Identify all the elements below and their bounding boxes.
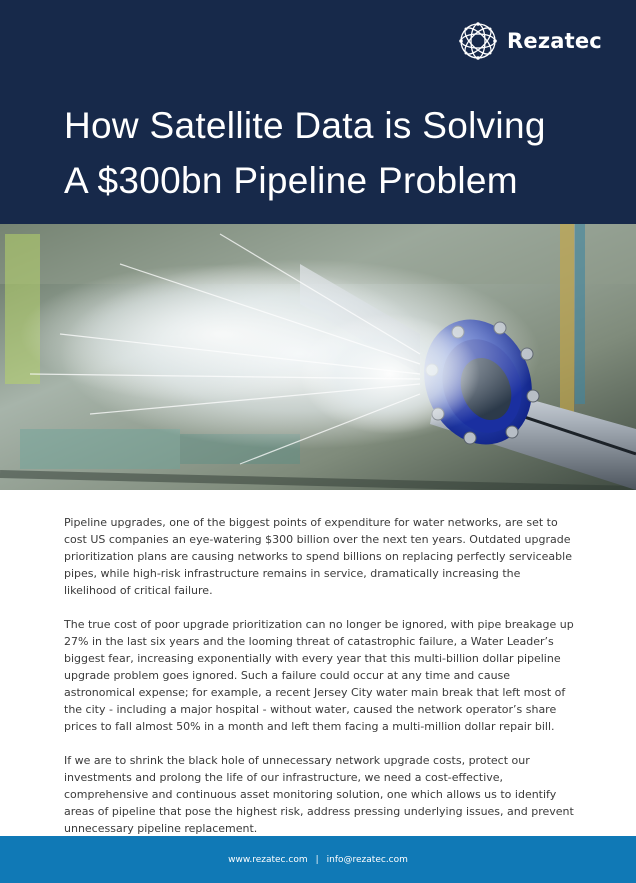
footer-website-link[interactable]: www.rezatec.com <box>228 854 308 865</box>
footer-separator: | <box>315 854 319 865</box>
footer-bar <box>0 836 636 883</box>
brand-name: Rezatec <box>507 29 602 53</box>
header-banner <box>0 0 636 224</box>
paragraph-3: If we are to shrink the black hole of unnecessary network upgrade costs, protect our investments and prolong the life of our infrastructure, we need a cost-effective, comprehensive and continuous asset monitoring solution, one which allows us to identify areas of pipeline that pose the highest risk, address pressing underlying issues, and prevent unnecessary pipeline replacement. <box>64 754 574 835</box>
brand-logo[interactable] <box>457 20 602 62</box>
paragraph-1: Pipeline upgrades, one of the biggest points of expenditure for water networks, are set to cost US companies an eye-watering $300 billion over the next ten years. Outdated upgrade prioritization plans are causing networks to spend billions on replacing perfectly serviceable pipes, while high-risk infrastructure remains in service, dramatically increasing the likelihood of critical failure. <box>64 516 572 597</box>
footer-email-link[interactable]: info@rezatec.com <box>326 854 408 865</box>
page-title <box>64 98 584 208</box>
burst-water-pipe-photo <box>0 224 636 490</box>
rezatec-globe-icon <box>457 20 499 62</box>
paragraph-2: The true cost of poor upgrade prioritization can no longer be ignored, with pipe breakage up 27% in the last six years and the looming threat of catastrophic failure, a Water Leader’s biggest fear, increasing exponentially with every year that this multi-billion dollar pipeline upgrade problem goes ignored. Such a failure could occur at any time and cause astronomical expense; for example, a recent Jersey City water main break that left most of the city - including a major hospital - without water, caused the network operator’s share prices to fall almost 50% in a month and left them facing a multi-million dollar repair bill. <box>64 618 574 733</box>
title-line-2: A $300bn Pipeline Problem <box>64 160 518 201</box>
hero-image <box>0 224 636 490</box>
article-body <box>64 514 576 854</box>
title-line-1: How Satellite Data is Solving <box>64 105 546 146</box>
